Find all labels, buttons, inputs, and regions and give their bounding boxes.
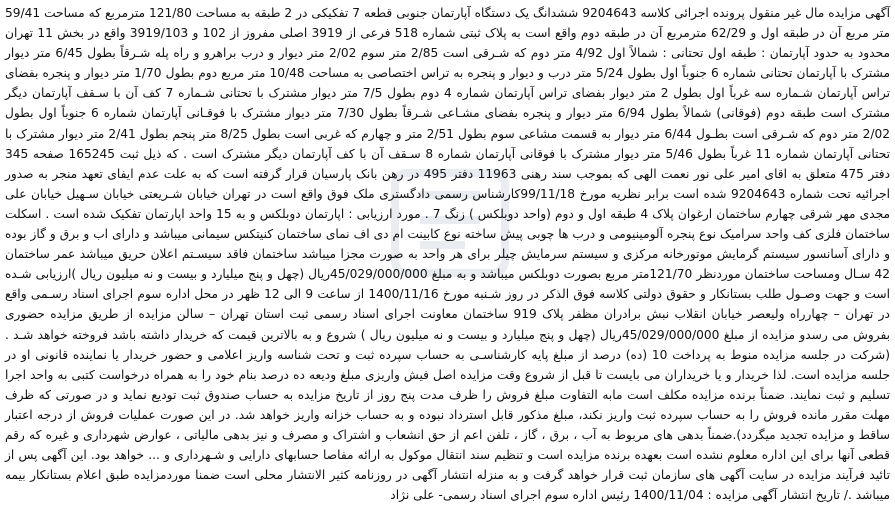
auction-notice-text: آگهی مزایده مال غیر منقول پرونده اجرائی کلاسه 9204643 ششدانگ یک دستگاه آپارتمان جنوبی قطعه 7 تفکیکی در 2 طبقه به مساحت 121/80 مترمربع که مساحت 59/41 متر مربع آن در طبقه اول و 62/29 مترمربع آن در طبقه دوم واقع است به پلاک ثبتی شماره 518 فرعی از 3919 اصلی مفروز از 102 و 3919/103 واقع در بخش 11 تهران محدود به حدود آپارتمان : طبقه اول تحتانی : شمالاً اول 4/92 متر دوم که شـرقی است 2/85 متر سوم 2/02 متر دیوار و درب براهرو و راه پله شـرقاً بطول 6/45 متر دیوار مشترک با آپارتمان تحتانی شماره 6 جنوباً اول بطول 5/24 متر درب و دیوار و پنجره به تراس اختصاصی به مساحت 10/48 متر مربع دوم بطول 1/70 متر دیوار و پنجره بفضای تراس آپارتمان شـماره سه غرباً اول بطول 2 متر دیوار بفضای تراس آپارتمان شماره 4 دوم بطول 7/5 متر دیوار مشترک با تحتانی شـماره 7 کف آن با سـقف آپارتمان دیگر مشترک است طبقه دوم (فوقانی) شمالاً بطول 6/94 متر دیوار و پنجره بفضای مشـاعی شـرقاً بطول 7/30 متر دیوار مشترک با فوقـانی آپارتمان شماره 6 جنوباً اول بطول 2/02 متر دوم که شـرقی است بطـول 6/44 متر دیوار به قسمت مشاعی سوم بطول 2/51 متر و چهارم که غربی است بطول 8/25 متر پنجم بطول 2/41 متر دیوار مشترک با تحتانی آپارتمان شماره 11 غرباً بطول 5/46 متر دیوار مشترک با فوقانی آپارتمان شماره 8 سـقف آن با کف آپارتمان دیگر مشترک است . که ذیل ثبت 165245 صفحه 345 دفتر 475 متعلق به اقای امیر علی نور نعمت الهی که بموجب سند رهنی 11963 دفتر 495 در رهن بانک پارسیان قرار گرفته است که به علت عدم ایفای تعهد منجر به صدور اجرائیه تحت شماره 9204643 شده است برابر نظریه مورخ 99/11/18کارشناس رسمی دادگستری ملک فوق واقع است در تهران خیابان شـریعتی خیابان سـهیل خیابان علی مجدی مهر شرقی چهارم ساختمان ارغوان پلاک 4 طبقه اول و دوم (واحد دوبلکس ) زنگ 7 . مورد ارزیابی : اپارتمان دوبلکس و به 15 واحد اپارتمان تفکیک شده است . اسکلت ساختمان فلزی کف واحد سرامیک نوع پنجره آلومینیومی و درب ها چوبی پیش ساخته نوع کابینت ام دی اف نمای ساختمان کنیتکس سیمانی میباشد و دارای اب و برق و گاز بوده و دارای آسانسور سیستم گرمایش موتورخانه مرکزی و سیستم سرمایش چیلر برای هر واحد به صورت مجزا میباشد ساختمان فاقد سیسـتم اعلان حریق میباشد عمر ساختمان 42 سـال ومساحت ساختمان موردنظر 121/70متر مربع بصورت دوبلکس میباشد و به مبلغ 45/029/000/000ریال (چهل و پنج میلیارد و بیست و نه میلیون ریال )ارزیابی شـده است و جهت وصـول طلب بستانکار و حقوق دولتی کلاسه فوق الذکر در روز شـنبه مورخ 1400/11/16 از ساعت 9 الی 12 ظهر در محل اداره سوم اجرای اسناد رسـمی واقع در تهران – چهارراه ولیعصر خیابان انقلاب نبش برادران مظفر پلاک 919 ساختمان معاونت اجرای اسناد رسمی ثبت استان تهران – سالن مزایده از طریق مزایده حضوری بفروش می رسدو مزایده از مبلغ 45/029/000/000ریال (چهل و پنج میلیارد و بیست و نه میلیون ریال ) شروع و به بالاترین قیمت که خریدار داشته باشد فروخته خواهد شـد . (شرکت در جلسه مزایده منوط به پرداخت 10 (ده) درصد از مبلغ پایه کارشناسـی به حساب سپرده ثبت و تحت شناسه واریز اعلامی و حضور خریدار یا نماینده قانونی او در جلسه مزایده است. لذا خریدار و یا خریداران می بایست تا قبل از شروع وقت مزایده اصل فیش واریزی مبلغ ودیعه ده درصد بنام خود را به همراه درخواست کتبی به واحد اجرا تسلیم و ثبت نمایند. ضمناً برنده مزایده مکلف است مابه التفاوت مبلغ فروش را ظرف مدت پنج روز از تاریخ مزایده به حساب صندوق ثبت تودیع نماید و در صورتی که ظرف مهلت مقرر مانده فروش را به حساب سپرده ثبت واریز نکند، مبلغ مذکور قابل استرداد نبوده و به حساب خزانه واریز خواهد شد. در این صورت عملیات فروش از درجه اعتبار ساقط و مزایده تجدید میگردد).ضمناً بدهی های مربوط به آب ، برق ، گاز ، تلفن اعم از حق انشعاب و اشتراک و مصرف و نیز بدهی مالیاتی ، عوارض شهرداری و غیره که رقم قطعی آنها برای این اداره معلوم نشده است بعهده برنده مزایده است و تنظیم سند انتقال موکول به ارائه مفاصا حسابهای دارایی و شـهرداری و ... خواهد بود. این آگهی پس از تائید فرآیند مزایده در سایت آگهی های سازمان ثبت قرار خواهد گرفت و به منزله انتشار آگهی در روزنامه کثیر الانتشار محلی است ضمنا موردمزایده طبق اعلام بستانکار بیمه میباشد ./ تاریخ انتشار آگهی مزایده : 1400/11/04 رئیس اداره سوم اجرای اسناد رسمی- علی نژاد: [5, 6, 891, 503]
